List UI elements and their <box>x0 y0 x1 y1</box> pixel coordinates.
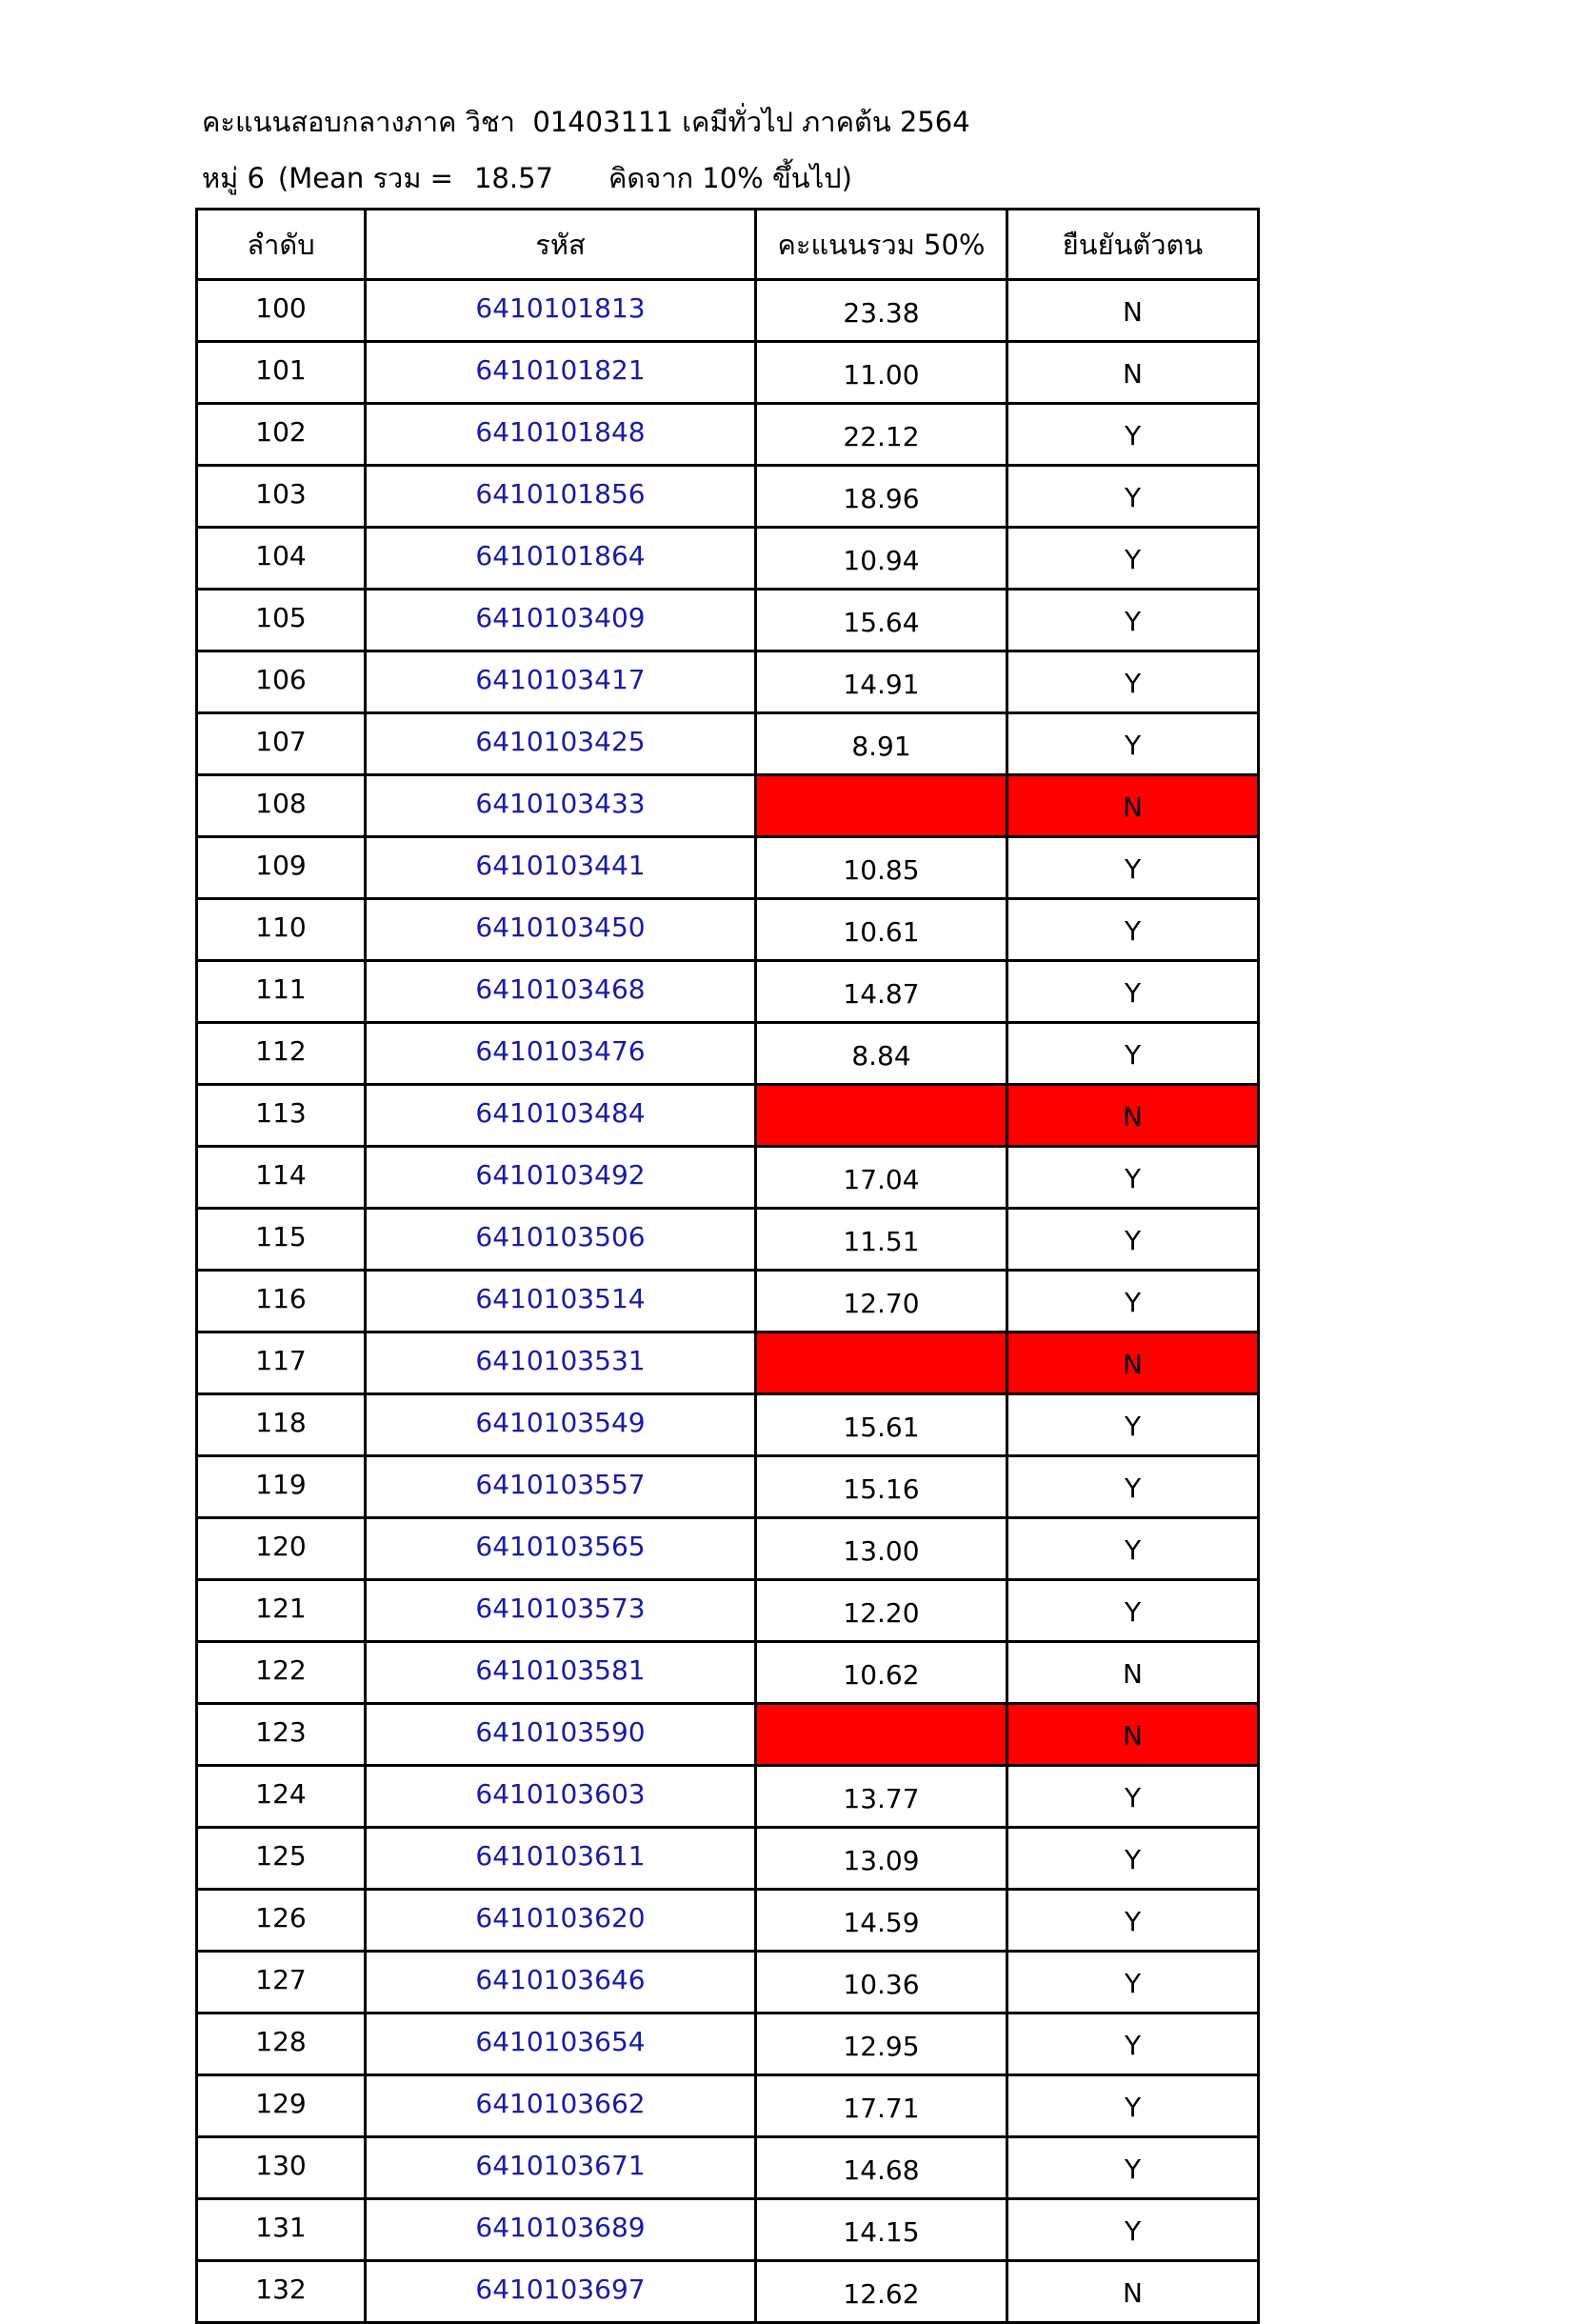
row-confirm: Y <box>1007 713 1259 775</box>
row-seq: 129 <box>197 2075 366 2137</box>
row-student-id: 6410103590 <box>366 1704 756 1766</box>
score-table <box>195 208 1260 2324</box>
row-student-id: 6410103581 <box>366 1642 756 1704</box>
row-confirm: Y <box>1007 1766 1259 1828</box>
table-body <box>197 280 1259 2323</box>
row-confirm: Y <box>1007 837 1259 899</box>
row-seq: 126 <box>197 1890 366 1952</box>
table-row <box>197 2137 1259 2199</box>
row-student-id: 6410103689 <box>366 2199 756 2261</box>
table-row <box>197 1147 1259 1209</box>
row-seq: 106 <box>197 651 366 713</box>
table-row <box>197 1828 1259 1890</box>
row-seq: 100 <box>197 280 366 342</box>
row-score: 12.70 <box>756 1271 1007 1332</box>
row-seq: 127 <box>197 1952 366 2013</box>
row-confirm: Y <box>1007 651 1259 713</box>
row-confirm: Y <box>1007 466 1259 528</box>
row-confirm: Y <box>1007 1890 1259 1952</box>
row-student-id: 6410103620 <box>366 1890 756 1952</box>
row-score: 13.77 <box>756 1766 1007 1828</box>
row-score: 14.91 <box>756 651 1007 713</box>
table-row <box>197 1518 1259 1580</box>
page-title: คะแนนสอบกลางภาค วิชา 01403111 เคมีทั่วไป ภาคต้น 2564 <box>202 106 970 138</box>
column-header-score: คะแนนรวม 50% <box>756 210 1007 280</box>
row-seq: 103 <box>197 466 366 528</box>
row-student-id: 6410101821 <box>366 342 756 404</box>
row-score: 23.38 <box>756 280 1007 342</box>
row-score: 17.71 <box>756 2075 1007 2137</box>
row-score: 10.85 <box>756 837 1007 899</box>
row-seq: 107 <box>197 713 366 775</box>
row-student-id: 6410103484 <box>366 1085 756 1147</box>
table-row <box>197 1394 1259 1456</box>
table-row <box>197 466 1259 528</box>
row-confirm: Y <box>1007 1271 1259 1332</box>
row-seq: 108 <box>197 775 366 837</box>
row-score: 13.00 <box>756 1518 1007 1580</box>
row-student-id: 6410103441 <box>366 837 756 899</box>
row-confirm: N <box>1007 775 1259 837</box>
row-score: 8.91 <box>756 713 1007 775</box>
page-subtitle <box>202 159 852 197</box>
row-confirm: Y <box>1007 404 1259 466</box>
row-score: 10.36 <box>756 1952 1007 2013</box>
row-score: 8.84 <box>756 1023 1007 1085</box>
table-row <box>197 342 1259 404</box>
mean-label: (Mean รวม = <box>277 162 453 194</box>
table-row <box>197 837 1259 899</box>
table-row <box>197 961 1259 1023</box>
table-header-row <box>197 210 1259 280</box>
row-student-id: 6410103549 <box>366 1394 756 1456</box>
row-confirm: N <box>1007 280 1259 342</box>
row-score: 10.61 <box>756 899 1007 961</box>
row-confirm: Y <box>1007 899 1259 961</box>
row-student-id: 6410101864 <box>366 528 756 590</box>
table-row <box>197 1456 1259 1518</box>
row-seq: 111 <box>197 961 366 1023</box>
row-student-id: 6410103603 <box>366 1766 756 1828</box>
row-student-id: 6410103573 <box>366 1580 756 1642</box>
row-confirm: N <box>1007 1642 1259 1704</box>
row-confirm: N <box>1007 1704 1259 1766</box>
row-score: 15.61 <box>756 1394 1007 1456</box>
row-student-id: 6410103468 <box>366 961 756 1023</box>
row-confirm: Y <box>1007 2075 1259 2137</box>
row-confirm: Y <box>1007 1456 1259 1518</box>
table-row <box>197 2261 1259 2323</box>
row-score: 12.62 <box>756 2261 1007 2323</box>
table-row <box>197 2199 1259 2261</box>
row-student-id: 6410103662 <box>366 2075 756 2137</box>
row-score: 15.16 <box>756 1456 1007 1518</box>
row-score <box>756 1085 1007 1147</box>
row-score <box>756 1332 1007 1394</box>
table-row <box>197 651 1259 713</box>
row-student-id: 6410103506 <box>366 1209 756 1271</box>
row-seq: 125 <box>197 1828 366 1890</box>
row-score: 12.20 <box>756 1580 1007 1642</box>
row-confirm: Y <box>1007 1023 1259 1085</box>
row-confirm: Y <box>1007 1147 1259 1209</box>
row-score: 11.00 <box>756 342 1007 404</box>
row-confirm: Y <box>1007 2013 1259 2075</box>
table-row <box>197 899 1259 961</box>
row-student-id: 6410103433 <box>366 775 756 837</box>
row-score: 14.59 <box>756 1890 1007 1952</box>
row-student-id: 6410101813 <box>366 280 756 342</box>
row-seq: 121 <box>197 1580 366 1642</box>
row-seq: 132 <box>197 2261 366 2323</box>
row-confirm: Y <box>1007 961 1259 1023</box>
row-score: 12.95 <box>756 2013 1007 2075</box>
group-label: หมู่ 6 <box>202 162 265 194</box>
row-student-id: 6410103409 <box>366 590 756 651</box>
row-score <box>756 775 1007 837</box>
table-row <box>197 713 1259 775</box>
table-row <box>197 1890 1259 1952</box>
row-student-id: 6410103514 <box>366 1271 756 1332</box>
row-seq: 114 <box>197 1147 366 1209</box>
table-row <box>197 1704 1259 1766</box>
row-seq: 113 <box>197 1085 366 1147</box>
table-row <box>197 2013 1259 2075</box>
row-seq: 115 <box>197 1209 366 1271</box>
table-row <box>197 404 1259 466</box>
row-seq: 102 <box>197 404 366 466</box>
row-seq: 110 <box>197 899 366 961</box>
row-confirm: Y <box>1007 590 1259 651</box>
table-row <box>197 1580 1259 1642</box>
column-header-seq: ลำดับ <box>197 210 366 280</box>
row-confirm: N <box>1007 2261 1259 2323</box>
row-confirm: Y <box>1007 1209 1259 1271</box>
row-seq: 105 <box>197 590 366 651</box>
table-row <box>197 775 1259 837</box>
column-header-confirm: ยืนยันตัวตน <box>1007 210 1259 280</box>
row-confirm: Y <box>1007 2137 1259 2199</box>
row-student-id: 6410103450 <box>366 899 756 961</box>
table-row <box>197 1271 1259 1332</box>
table-row <box>197 1332 1259 1394</box>
row-confirm: Y <box>1007 1952 1259 2013</box>
row-student-id: 6410103611 <box>366 1828 756 1890</box>
row-confirm: N <box>1007 1332 1259 1394</box>
row-seq: 101 <box>197 342 366 404</box>
row-score: 17.04 <box>756 1147 1007 1209</box>
row-student-id: 6410103646 <box>366 1952 756 2013</box>
row-student-id: 6410103654 <box>366 2013 756 2075</box>
table-row <box>197 1766 1259 1828</box>
table-row <box>197 1023 1259 1085</box>
mean-note: คิดจาก 10% ขึ้นไป) <box>608 162 852 194</box>
row-score: 13.09 <box>756 1828 1007 1890</box>
row-seq: 109 <box>197 837 366 899</box>
row-student-id: 6410101856 <box>366 466 756 528</box>
row-seq: 112 <box>197 1023 366 1085</box>
row-confirm: Y <box>1007 1828 1259 1890</box>
row-score: 10.94 <box>756 528 1007 590</box>
row-student-id: 6410103531 <box>366 1332 756 1394</box>
row-score: 11.51 <box>756 1209 1007 1271</box>
row-student-id: 6410103557 <box>366 1456 756 1518</box>
row-confirm: N <box>1007 1085 1259 1147</box>
row-score: 14.15 <box>756 2199 1007 2261</box>
row-student-id: 6410103417 <box>366 651 756 713</box>
row-student-id: 6410103425 <box>366 713 756 775</box>
table-row <box>197 590 1259 651</box>
row-confirm: Y <box>1007 528 1259 590</box>
row-score: 10.62 <box>756 1642 1007 1704</box>
table-row <box>197 1642 1259 1704</box>
row-score <box>756 1704 1007 1766</box>
row-student-id: 6410101848 <box>366 404 756 466</box>
row-confirm: Y <box>1007 1394 1259 1456</box>
mean-value: 18.57 <box>473 162 553 194</box>
row-score: 14.68 <box>756 2137 1007 2199</box>
row-seq: 119 <box>197 1456 366 1518</box>
row-seq: 104 <box>197 528 366 590</box>
row-student-id: 6410103492 <box>366 1147 756 1209</box>
row-confirm: Y <box>1007 2199 1259 2261</box>
row-confirm: Y <box>1007 1580 1259 1642</box>
row-score: 22.12 <box>756 404 1007 466</box>
row-student-id: 6410103671 <box>366 2137 756 2199</box>
row-score: 18.96 <box>756 466 1007 528</box>
row-confirm: Y <box>1007 1518 1259 1580</box>
row-confirm: N <box>1007 342 1259 404</box>
row-student-id: 6410103697 <box>366 2261 756 2323</box>
row-score: 14.87 <box>756 961 1007 1023</box>
row-seq: 117 <box>197 1332 366 1394</box>
row-seq: 122 <box>197 1642 366 1704</box>
row-student-id: 6410103476 <box>366 1023 756 1085</box>
table-row <box>197 1085 1259 1147</box>
row-student-id: 6410103565 <box>366 1518 756 1580</box>
row-seq: 130 <box>197 2137 366 2199</box>
table-row <box>197 2075 1259 2137</box>
row-seq: 128 <box>197 2013 366 2075</box>
table-row <box>197 528 1259 590</box>
row-seq: 124 <box>197 1766 366 1828</box>
column-header-id: รหัส <box>366 210 756 280</box>
row-seq: 131 <box>197 2199 366 2261</box>
table-row <box>197 1952 1259 2013</box>
table-row <box>197 280 1259 342</box>
row-score: 15.64 <box>756 590 1007 651</box>
table-row <box>197 1209 1259 1271</box>
row-seq: 120 <box>197 1518 366 1580</box>
row-seq: 118 <box>197 1394 366 1456</box>
row-seq: 123 <box>197 1704 366 1766</box>
row-seq: 116 <box>197 1271 366 1332</box>
